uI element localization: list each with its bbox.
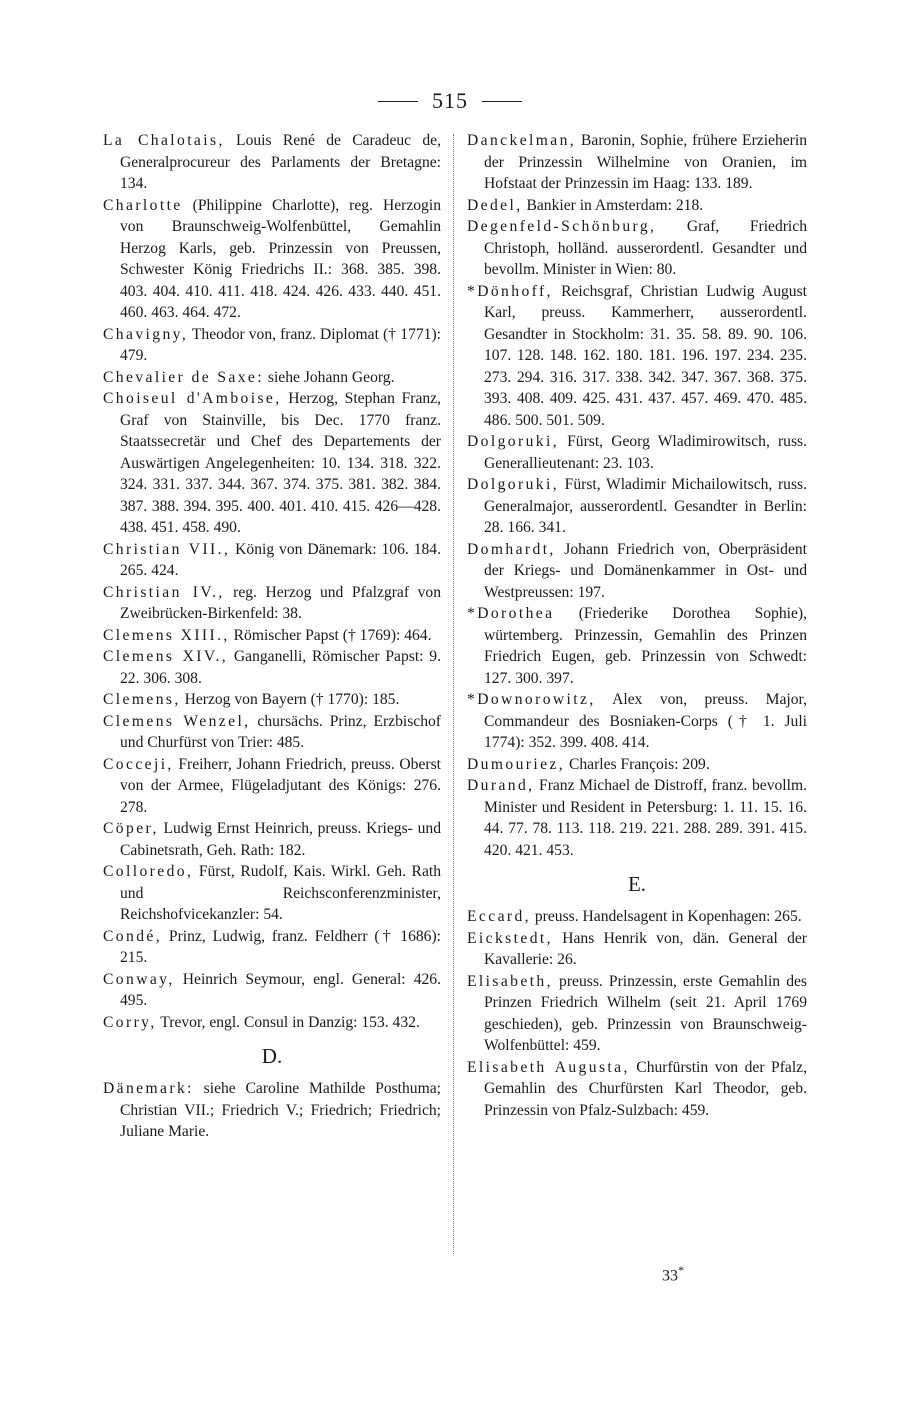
entry-name: Dolgoruki, bbox=[467, 476, 560, 493]
entry-name: Durand, bbox=[467, 777, 535, 794]
entry-text: Herzog von Bayern († 1770): 185. bbox=[180, 691, 400, 708]
entry-name: Degenfeld-Schönburg, bbox=[467, 218, 657, 235]
column-divider bbox=[453, 134, 454, 1254]
index-entry bbox=[467, 971, 807, 1057]
index-entry bbox=[103, 582, 441, 625]
entries-d-continued bbox=[467, 130, 807, 861]
entry-text: König von Dänemark: 106. 184. 265. 424. bbox=[120, 540, 441, 579]
entry-text: Johann Friedrich von, Oberpräsident der Kriegs- und Domänenkammer in Ost- und Westpreussen: 197. bbox=[484, 540, 807, 601]
index-entry bbox=[467, 928, 807, 971]
entry-text: (Friederike Dorothea Sophie), würtemberg. Prinzessin, Gemahlin des Prinzen Friedrich Eugen, geb. Prinzessin von Schwedt: 127. 300. 397. bbox=[484, 605, 807, 687]
entry-text: Herzog, Stephan Franz, Graf von Stainville, bis Dec. 1770 franz. Staatssecretär und Chef des Departements der Auswärtigen Angelegenheiten: 10. 134. 318. 322. 324. 331. 337. 344. 367. 374. 375. 381. 382. 384. 387. 388. 394. 395. 400. 401. 410. 415. 426—428. 438. 451. 458. 490. bbox=[120, 390, 441, 536]
entry-name: Charlotte bbox=[103, 196, 183, 214]
index-entry bbox=[467, 431, 807, 474]
index-entry bbox=[103, 926, 441, 969]
entry-text: Fürst, Rudolf, Kais. Wirkl. Geh. Rath und Reichsconferenzminister, Reichshofvicekanzler: 54. bbox=[120, 863, 441, 923]
entry-name: Clemens XIV., bbox=[103, 648, 229, 665]
entry-text: Franz Michael de Distroff, franz. bevollm. Minister und Resident in Petersburg: 1. 11. 15. 16. 44. 77. 78. 113. 118. 219. 221. 288. 289. 391. 415. 420. 421. 453. bbox=[484, 777, 807, 859]
entry-text: Ganganelli, Römischer Papst: 9. 22. 306. 308. bbox=[120, 648, 441, 687]
index-entry bbox=[103, 539, 441, 582]
entry-name: Domhardt, bbox=[467, 540, 556, 558]
entry-text: Prinz, Ludwig, franz. Feldherr († 1686): 215. bbox=[120, 927, 441, 966]
index-entry bbox=[103, 818, 441, 861]
entry-name: Colloredo, bbox=[103, 863, 194, 880]
entry-name: Dänemark: bbox=[103, 1080, 194, 1097]
entry-text: Römischer Papst († 1769): 464. bbox=[229, 626, 432, 644]
index-entry bbox=[103, 969, 441, 1012]
entry-text: Churfürstin von der Pfalz, Gemahlin des Churfürsten Karl Theodor, geb. Prinzessin von Pfalz-Sulzbach: 459. bbox=[484, 1058, 807, 1119]
index-entry bbox=[467, 1057, 807, 1122]
entry-text: Bankier in Amsterdam: 218. bbox=[522, 196, 704, 214]
entry-text: Charles François: 209. bbox=[565, 755, 710, 773]
index-entry bbox=[467, 539, 807, 604]
index-entry bbox=[103, 130, 441, 195]
entry-name: Eccard, bbox=[467, 908, 531, 925]
entry-name: Corry, bbox=[103, 1013, 157, 1031]
signature-mark bbox=[662, 1263, 684, 1285]
entry-text: chursächs. Prinz, Erzbischof und Churfürst von Trier: 485. bbox=[120, 712, 442, 751]
entry-name: *Downorowitz, bbox=[467, 691, 596, 708]
index-entry bbox=[467, 281, 807, 432]
entry-text: Fürst, Wladimir Michailowitsch, russ. Generalmajor, ausserordentl. Gesandter in Berlin: 28. 166. 341. bbox=[484, 476, 807, 536]
header-rule-left bbox=[378, 101, 418, 102]
entry-name: Chavigny, bbox=[103, 325, 189, 343]
signature-number: 33 bbox=[662, 1267, 678, 1285]
entry-name: Eickstedt, bbox=[467, 929, 553, 947]
index-entry bbox=[467, 130, 807, 195]
entry-name: Cöper, bbox=[103, 820, 159, 837]
entry-name: Chevalier de Saxe: bbox=[103, 368, 264, 386]
index-column-left bbox=[103, 130, 441, 1143]
entry-name: Dumouriez, bbox=[467, 755, 566, 773]
entry-name: *Dönhoff, bbox=[467, 282, 553, 300]
header-rule-right bbox=[482, 101, 522, 102]
entry-name: Dolgoruki, bbox=[467, 433, 560, 450]
entry-text: Ludwig Ernst Heinrich, preuss. Kriegs- und Cabinetsrath, Geh. Rath: 182. bbox=[120, 820, 441, 859]
entry-name: Cocceji, bbox=[103, 755, 174, 773]
entry-name: Christian VII., bbox=[103, 540, 231, 558]
entry-name: Conway, bbox=[103, 970, 175, 988]
entry-text: preuss. Handelsagent in Kopenhagen: 265. bbox=[530, 908, 802, 925]
entry-text: Trevor, engl. Consul in Danzig: 153. 432. bbox=[156, 1013, 420, 1031]
entry-text: (Philippine Charlotte), reg. Herzogin von Braunschweig-Wolfenbüttel, Gemahlin Herzog Karls, geb. Prinzessin von Preussen, Schwester König Friedrichs II.: 368. 385. 398. 403. 404. 410. 411. 418. 424. 426. 433. 440. 451. 460. 463. 464. 472. bbox=[120, 196, 441, 321]
page-header bbox=[0, 88, 900, 114]
index-entry bbox=[103, 324, 441, 367]
page-number: 515 bbox=[432, 88, 468, 113]
entry-name: Clemens, bbox=[103, 691, 181, 708]
entry-name: *Dorothea bbox=[467, 605, 555, 622]
index-entry bbox=[103, 689, 441, 711]
entry-text: Freiherr, Johann Friedrich, preuss. Oberst von der Armee, Flügeladjutant des Königs: 276. 278. bbox=[120, 755, 441, 816]
index-entry bbox=[103, 646, 441, 689]
index-entry bbox=[103, 861, 441, 926]
index-entry bbox=[103, 711, 441, 754]
entry-text: Reichsgraf, Christian Ludwig August Karl, preuss. Kammerherr, ausserordentl. Gesandter in Stockholm: 31. 35. 58. 89. 90. 106. 107. 128. 148. 162. 180. 181. 196. 197. 234. 235. 273. 294. 316. 317. 338. 342. 347. 367. 368. 375. 393. 408. 409. 425. 431. 437. 457. 469. 470. 485. 486. 500. 501. 509. bbox=[484, 282, 807, 429]
entries-e bbox=[467, 906, 807, 1121]
entry-text: Baronin, Sophie, frühere Erzieherin der Prinzessin Wilhelmine von Oranien, im Hofstaat der Prinzessin im Haag: 133. 189. bbox=[484, 132, 807, 192]
entry-name: Elisabeth Augusta, bbox=[467, 1058, 630, 1076]
entry-name: Clemens XIII., bbox=[103, 626, 230, 644]
index-entry bbox=[467, 474, 807, 539]
entries-c bbox=[103, 130, 441, 1033]
entry-name: Elisabeth, bbox=[467, 972, 553, 990]
index-entry bbox=[103, 367, 441, 389]
entry-text: Alex von, preuss. Major, Commandeur des Bosniaken-Corps († 1. Juli 1774): 352. 399. 408. 414. bbox=[484, 691, 807, 751]
entry-text: Fürst, Georg Wladimirowitsch, russ. Generallieutenant: 23. 103. bbox=[484, 433, 807, 472]
index-entry bbox=[103, 388, 441, 539]
entry-text: Heinrich Seymour, engl. General: 426. 495. bbox=[120, 970, 441, 1009]
entry-name: Dedel, bbox=[467, 196, 523, 214]
entry-text: Graf, Friedrich Christoph, holländ. ausserordentl. Gesandter und bevollm. Minister in Wien: 80. bbox=[484, 218, 807, 278]
index-entry bbox=[103, 1078, 441, 1143]
entries-d bbox=[103, 1078, 441, 1143]
index-entry bbox=[103, 754, 441, 819]
index-entry bbox=[467, 754, 807, 776]
index-entry bbox=[467, 603, 807, 689]
index-entry bbox=[467, 216, 807, 281]
index-entry bbox=[103, 1012, 441, 1034]
index-entry bbox=[103, 195, 441, 324]
signature-star: * bbox=[678, 1263, 684, 1277]
entry-text: Theodor von, franz. Diplomat († 1771): 479. bbox=[120, 325, 441, 364]
index-entry bbox=[467, 195, 807, 217]
entry-name: Clemens Wenzel, bbox=[103, 712, 251, 730]
index-entry bbox=[467, 775, 807, 861]
entry-name: Choiseul d'Amboise, bbox=[103, 390, 282, 407]
entry-name: Christian IV., bbox=[103, 583, 225, 601]
entry-name: La Chalotais, bbox=[103, 132, 225, 149]
index-entry bbox=[467, 689, 807, 754]
entry-name: Condé, bbox=[103, 927, 163, 945]
index-entry bbox=[467, 906, 807, 928]
index-column-right bbox=[467, 130, 807, 1121]
entry-name: Danckelman, bbox=[467, 132, 577, 149]
letter-heading-e: E. bbox=[627, 872, 647, 896]
entry-text: Louis René de Caradeuc de, Generalprocureur des Parlaments der Bretagne: 134. bbox=[120, 132, 441, 192]
entry-text: siehe Johann Georg. bbox=[263, 368, 395, 386]
entry-text: Hans Henrik von, dän. General der Kavallerie: 26. bbox=[484, 929, 807, 968]
letter-heading-d: D. bbox=[261, 1044, 283, 1068]
entry-text: preuss. Prinzessin, erste Gemahlin des Prinzen Friedrich Wilhelm (seit 21. April 1769 geschieden), geb. Prinzessin von Braunschweig-Wolfenbüttel: 459. bbox=[484, 972, 807, 1054]
index-entry bbox=[103, 625, 441, 647]
entry-text: siehe Caroline Mathilde Posthuma; Christian VII.; Friedrich V.; Friedrich; Friedrich; Juliane Marie. bbox=[120, 1080, 441, 1140]
entry-text: reg. Herzog und Pfalzgraf von Zweibrücken-Birkenfeld: 38. bbox=[120, 583, 441, 622]
